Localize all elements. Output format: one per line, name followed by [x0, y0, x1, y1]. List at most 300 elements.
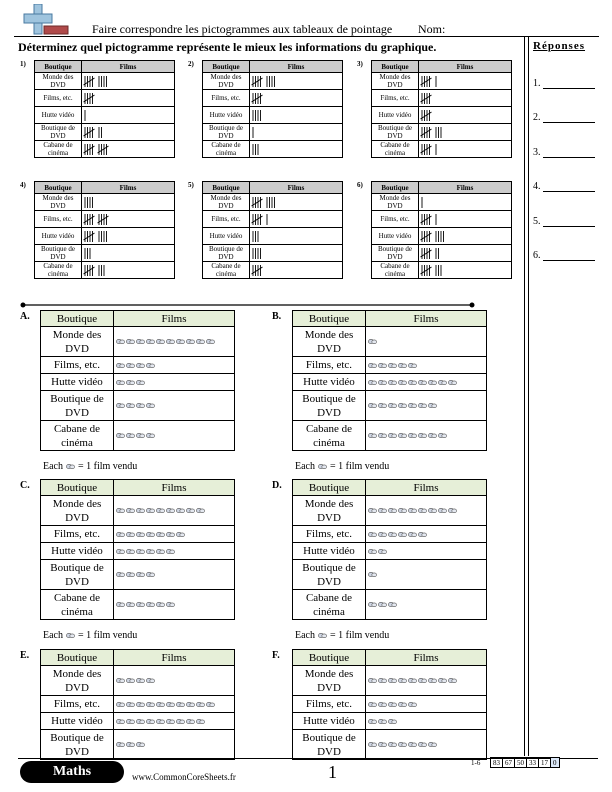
store-name: Boutique de DVD — [372, 245, 419, 262]
tally-cell — [82, 194, 175, 211]
dvd-icon — [116, 508, 125, 513]
tally-cell — [419, 141, 512, 158]
logo-icon — [20, 4, 70, 36]
table-row — [293, 526, 487, 543]
column-header: Boutique — [372, 61, 419, 73]
dvd-icon — [126, 602, 135, 607]
dvd-icon — [146, 403, 155, 408]
answer-line-5[interactable]: 5. — [533, 216, 595, 227]
store-name: Films, etc. — [203, 211, 250, 228]
dvd-icon — [146, 339, 155, 344]
store-name: Monde des DVD — [41, 666, 114, 696]
answers-title: Réponses — [533, 40, 586, 52]
question-number: 3) — [357, 60, 363, 68]
dvd-icon — [428, 508, 437, 513]
table-row — [41, 327, 235, 357]
answer-line-1[interactable]: 1. — [533, 78, 595, 89]
dvd-icon — [116, 532, 125, 537]
dvd-icon — [428, 433, 437, 438]
dvd-icon — [378, 719, 387, 724]
icon-cell — [366, 526, 487, 543]
pictograph-key — [43, 461, 137, 472]
dvd-icon — [136, 702, 145, 707]
dvd-icon — [126, 678, 135, 683]
icon-cell — [114, 713, 235, 730]
dvd-icon — [418, 380, 427, 385]
table-row — [372, 194, 512, 211]
tally-cell — [250, 194, 343, 211]
score-cell: 50 — [515, 758, 527, 768]
tally-marks — [83, 263, 143, 277]
pictograph-table — [40, 310, 235, 451]
table-row — [41, 713, 235, 730]
store-name: Films, etc. — [293, 526, 366, 543]
dvd-icon — [378, 403, 387, 408]
column-header: Films — [250, 61, 343, 73]
store-name: Films, etc. — [293, 357, 366, 374]
column-header: Films — [250, 182, 343, 194]
dvd-icon — [398, 403, 407, 408]
dvd-icon — [146, 702, 155, 707]
dvd-icon — [116, 678, 125, 683]
store-name: Cabane de cinéma — [372, 141, 419, 158]
tally-marks — [251, 212, 311, 226]
dvd-icon — [398, 433, 407, 438]
dvd-icon — [146, 719, 155, 724]
tally-marks — [83, 212, 143, 226]
key-suffix: = 1 film vendu — [78, 630, 138, 641]
table-row — [41, 696, 235, 713]
tally-marks — [420, 91, 480, 105]
table-row — [35, 73, 175, 90]
dvd-icon — [388, 742, 397, 747]
dvd-icon — [136, 363, 145, 368]
dvd-icon — [398, 508, 407, 513]
tally-marks — [251, 246, 311, 260]
icon-cell — [366, 421, 487, 451]
table-row — [372, 107, 512, 124]
dvd-icon — [378, 742, 387, 747]
store-name: Hutte vidéo — [203, 228, 250, 245]
table-row — [35, 262, 175, 279]
dvd-icon — [368, 572, 377, 577]
icon-cell — [114, 730, 235, 760]
dvd-icon — [378, 532, 387, 537]
column-header: Films — [114, 480, 235, 496]
store-name: Films, etc. — [293, 696, 366, 713]
dvd-icon — [136, 433, 145, 438]
site-url: www.CommonCoreSheets.fr — [132, 772, 236, 782]
tally-marks — [251, 142, 311, 156]
table-row — [203, 73, 343, 90]
dvd-icon — [126, 572, 135, 577]
score-cell: 17 — [539, 758, 551, 768]
tally-marks — [83, 91, 143, 105]
header-rule — [14, 36, 599, 37]
tally-marks — [83, 125, 143, 139]
dvd-icon — [116, 742, 125, 747]
dvd-icon — [156, 602, 165, 607]
dvd-icon — [176, 532, 185, 537]
dvd-icon — [408, 532, 417, 537]
store-name: Cabane de cinéma — [41, 590, 114, 620]
table-row — [203, 211, 343, 228]
tally-cell — [250, 211, 343, 228]
dvd-icon — [408, 702, 417, 707]
dvd-icon — [116, 403, 125, 408]
table-row — [41, 730, 235, 760]
dvd-icon — [448, 508, 457, 513]
dvd-icon — [388, 403, 397, 408]
tally-marks — [420, 142, 480, 156]
store-name: Films, etc. — [41, 526, 114, 543]
question-number: 2) — [188, 60, 194, 68]
tally-cell — [419, 90, 512, 107]
dvd-icon — [368, 433, 377, 438]
dvd-icon — [398, 742, 407, 747]
dvd-icon — [126, 719, 135, 724]
table-row — [203, 228, 343, 245]
tally-marks — [251, 91, 311, 105]
table-row — [41, 421, 235, 451]
pictograph-key — [295, 630, 389, 641]
score-range-label: 1-6 — [471, 759, 481, 767]
store-name: Cabane de cinéma — [203, 262, 250, 279]
column-header: Films — [114, 650, 235, 666]
dvd-icon — [136, 742, 145, 747]
table-row — [293, 560, 487, 590]
pictograph-letter: A. — [20, 311, 30, 322]
dvd-icon — [136, 719, 145, 724]
key-prefix: Each — [43, 630, 63, 641]
dvd-icon — [196, 719, 205, 724]
icon-cell — [114, 421, 235, 451]
dvd-icon — [166, 532, 175, 537]
dvd-icon — [126, 549, 135, 554]
tally-cell — [250, 262, 343, 279]
dvd-icon — [176, 339, 185, 344]
table-row — [372, 73, 512, 90]
dvd-icon — [146, 508, 155, 513]
store-name: Monde des DVD — [372, 73, 419, 90]
pictograph-letter: B. — [272, 311, 282, 322]
column-header: Boutique — [293, 650, 366, 666]
dvd-icon — [438, 678, 447, 683]
tally-marks — [420, 125, 480, 139]
store-name: Monde des DVD — [203, 194, 250, 211]
tally-cell — [419, 73, 512, 90]
store-name: Hutte vidéo — [372, 228, 419, 245]
pictograph-table — [292, 310, 487, 451]
tally-cell — [419, 194, 512, 211]
pictograph-table — [40, 479, 235, 620]
dvd-icon — [388, 719, 397, 724]
dvd-icon — [206, 339, 215, 344]
dvd-icon — [196, 339, 205, 344]
dvd-icon — [146, 678, 155, 683]
tally-marks — [251, 74, 311, 88]
dvd-icon — [318, 464, 327, 469]
key-prefix: Each — [295, 461, 315, 472]
store-name: Films, etc. — [41, 696, 114, 713]
icon-cell — [114, 526, 235, 543]
store-name: Hutte vidéo — [35, 107, 82, 124]
dvd-icon — [378, 678, 387, 683]
table-row — [41, 543, 235, 560]
icon-cell — [114, 543, 235, 560]
icon-cell — [366, 391, 487, 421]
table-row — [41, 590, 235, 620]
store-name: Boutique de DVD — [41, 730, 114, 760]
tally-marks — [83, 74, 143, 88]
tally-cell — [419, 262, 512, 279]
column-header: Boutique — [293, 480, 366, 496]
tally-marks — [420, 195, 480, 209]
tally-cell — [82, 262, 175, 279]
dvd-icon — [408, 742, 417, 747]
store-name: Films, etc. — [203, 90, 250, 107]
store-name: Monde des DVD — [41, 496, 114, 526]
column-header: Boutique — [203, 182, 250, 194]
tally-cell — [250, 73, 343, 90]
store-name: Cabane de cinéma — [35, 141, 82, 158]
key-suffix: = 1 film vendu — [330, 461, 390, 472]
store-name: Films, etc. — [41, 357, 114, 374]
tally-table — [202, 60, 343, 158]
icon-cell — [366, 730, 487, 760]
dvd-icon — [156, 339, 165, 344]
dvd-icon — [378, 549, 387, 554]
dvd-icon — [186, 508, 195, 513]
answer-line-6[interactable]: 6. — [533, 250, 595, 261]
tally-marks — [83, 229, 143, 243]
icon-cell — [366, 713, 487, 730]
dvd-icon — [66, 633, 75, 638]
column-header: Films — [366, 480, 487, 496]
dvd-icon — [146, 572, 155, 577]
column-header: Films — [114, 311, 235, 327]
dvd-icon — [368, 339, 377, 344]
store-name: Hutte vidéo — [293, 713, 366, 730]
tally-marks — [420, 212, 480, 226]
store-name: Films, etc. — [35, 90, 82, 107]
tally-cell — [250, 107, 343, 124]
store-name: Boutique de DVD — [372, 124, 419, 141]
table-row — [35, 228, 175, 245]
question-number: 6) — [357, 181, 363, 189]
dvd-icon — [166, 602, 175, 607]
dvd-icon — [408, 403, 417, 408]
table-row — [35, 245, 175, 262]
store-name: Boutique de DVD — [35, 245, 82, 262]
table-row — [372, 90, 512, 107]
store-name: Cabane de cinéma — [41, 421, 114, 451]
key-prefix: Each — [295, 630, 315, 641]
table-row — [293, 391, 487, 421]
icon-cell — [366, 560, 487, 590]
column-header: Films — [366, 311, 487, 327]
dvd-icon — [378, 508, 387, 513]
dvd-icon — [398, 380, 407, 385]
answer-line-3[interactable]: 3. — [533, 147, 595, 158]
table-row — [293, 357, 487, 374]
icon-cell — [366, 374, 487, 391]
table-row — [203, 262, 343, 279]
score-table — [490, 757, 560, 768]
dvd-icon — [418, 508, 427, 513]
dvd-icon — [368, 532, 377, 537]
dvd-icon — [408, 678, 417, 683]
dvd-icon — [136, 403, 145, 408]
tally-marks — [83, 195, 143, 209]
tally-marks — [83, 246, 143, 260]
store-name: Films, etc. — [35, 211, 82, 228]
table-row — [372, 262, 512, 279]
tally-marks — [420, 108, 480, 122]
store-name: Monde des DVD — [293, 327, 366, 357]
score-cell: 0 — [551, 758, 560, 768]
dvd-icon — [116, 719, 125, 724]
table-row — [41, 357, 235, 374]
column-header: Boutique — [41, 311, 114, 327]
store-name: Boutique de DVD — [35, 124, 82, 141]
tally-cell — [419, 107, 512, 124]
table-row — [293, 696, 487, 713]
column-header: Films — [366, 650, 487, 666]
store-name: Hutte vidéo — [35, 228, 82, 245]
tally-marks — [251, 108, 311, 122]
dvd-icon — [146, 363, 155, 368]
column-header: Boutique — [203, 61, 250, 73]
table-row — [293, 543, 487, 560]
dvd-icon — [186, 339, 195, 344]
dvd-icon — [116, 433, 125, 438]
answer-line-2[interactable]: 2. — [533, 112, 595, 123]
dvd-icon — [146, 549, 155, 554]
dvd-icon — [146, 532, 155, 537]
tally-cell — [419, 211, 512, 228]
dvd-icon — [368, 742, 377, 747]
table-row — [35, 124, 175, 141]
tally-table — [371, 60, 512, 158]
name-label: Nom: — [418, 22, 446, 36]
dvd-icon — [418, 403, 427, 408]
dvd-icon — [176, 719, 185, 724]
table-row — [293, 421, 487, 451]
dvd-icon — [368, 602, 377, 607]
key-suffix: = 1 film vendu — [330, 630, 390, 641]
table-row — [41, 496, 235, 526]
store-name: Monde des DVD — [372, 194, 419, 211]
question-number: 4) — [20, 181, 26, 189]
dvd-icon — [126, 742, 135, 747]
dvd-icon — [126, 403, 135, 408]
dvd-icon — [398, 702, 407, 707]
dvd-icon — [126, 508, 135, 513]
dvd-icon — [126, 702, 135, 707]
table-row — [35, 211, 175, 228]
store-name: Cabane de cinéma — [35, 262, 82, 279]
tally-table — [371, 181, 512, 279]
column-header: Boutique — [41, 480, 114, 496]
dvd-icon — [378, 433, 387, 438]
tally-cell — [419, 124, 512, 141]
key-prefix: Each — [43, 461, 63, 472]
store-name: Boutique de DVD — [203, 124, 250, 141]
dvd-icon — [146, 433, 155, 438]
subject-badge: Maths — [20, 761, 124, 783]
dvd-icon — [136, 572, 145, 577]
dvd-icon — [388, 380, 397, 385]
dvd-icon — [136, 532, 145, 537]
store-name: Hutte vidéo — [203, 107, 250, 124]
dvd-icon — [186, 702, 195, 707]
column-header: Boutique — [35, 61, 82, 73]
tally-marks — [83, 108, 143, 122]
dvd-icon — [388, 678, 397, 683]
dvd-icon — [378, 602, 387, 607]
tally-cell — [82, 90, 175, 107]
tally-cell — [82, 211, 175, 228]
icon-cell — [114, 560, 235, 590]
table-row — [372, 211, 512, 228]
store-name: Cabane de cinéma — [203, 141, 250, 158]
store-name: Cabane de cinéma — [293, 421, 366, 451]
dvd-icon — [116, 380, 125, 385]
answer-column-rule — [524, 36, 525, 756]
icon-cell — [114, 357, 235, 374]
dvd-icon — [196, 508, 205, 513]
dvd-icon — [136, 339, 145, 344]
store-name: Monde des DVD — [35, 73, 82, 90]
dvd-icon — [368, 678, 377, 683]
score-cell: 83 — [491, 758, 503, 768]
tally-cell — [250, 124, 343, 141]
store-name: Monde des DVD — [203, 73, 250, 90]
question-number: 5) — [188, 181, 194, 189]
dvd-icon — [166, 702, 175, 707]
dvd-icon — [126, 532, 135, 537]
dvd-icon — [156, 549, 165, 554]
icon-cell — [366, 666, 487, 696]
column-header: Films — [82, 61, 175, 73]
pictograph-letter: D. — [272, 480, 282, 491]
table-row — [35, 90, 175, 107]
tally-cell — [82, 73, 175, 90]
answer-line-4[interactable]: 4. — [533, 181, 595, 192]
dvd-icon — [196, 702, 205, 707]
page-number: 1 — [328, 762, 337, 782]
store-name: Hutte vidéo — [293, 374, 366, 391]
dvd-icon — [116, 572, 125, 577]
store-name: Cabane de cinéma — [372, 262, 419, 279]
icon-cell — [114, 327, 235, 357]
dvd-icon — [368, 508, 377, 513]
dvd-icon — [66, 464, 75, 469]
dvd-icon — [388, 508, 397, 513]
table-row — [203, 90, 343, 107]
table-row — [293, 666, 487, 696]
table-row — [35, 141, 175, 158]
table-row — [35, 107, 175, 124]
store-name: Boutique de DVD — [293, 391, 366, 421]
dvd-icon — [398, 532, 407, 537]
key-suffix: = 1 film vendu — [78, 461, 138, 472]
dvd-icon — [428, 403, 437, 408]
dvd-icon — [398, 363, 407, 368]
table-row — [372, 245, 512, 262]
dvd-icon — [418, 742, 427, 747]
